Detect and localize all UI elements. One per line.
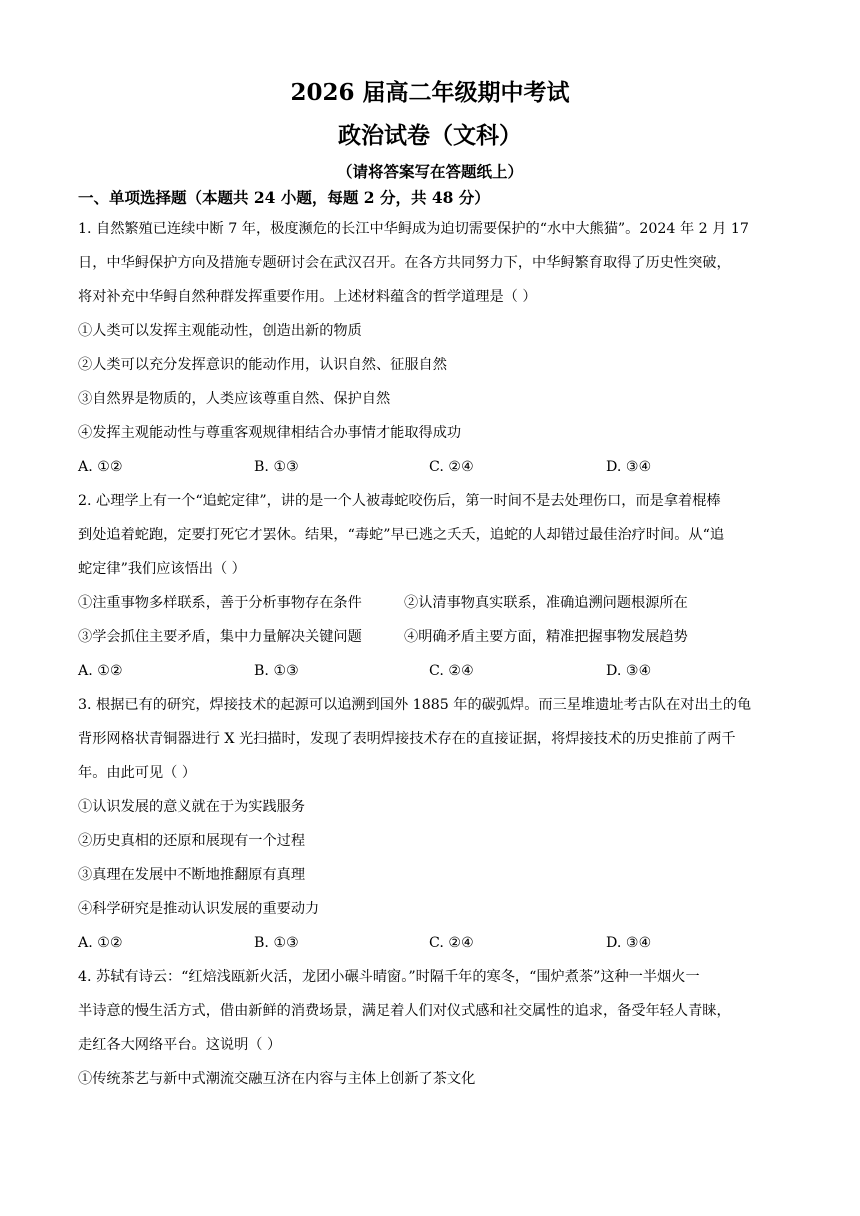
question-3 bbox=[78, 688, 790, 960]
question-stem-line: 背形网格状青铜器进行 X 光扫描时，发现了表明焊接技术存在的直接证据，将焊接技术的历史推前了两千 bbox=[78, 731, 736, 747]
statement-item: ①人类可以发挥主观能动性，创造出新的物质 bbox=[78, 323, 362, 339]
answer-note: （请将答案写在答题纸上） bbox=[336, 162, 523, 181]
answer-options bbox=[78, 654, 790, 688]
answer-options bbox=[78, 450, 790, 484]
statement-item: ④发挥主观能动性与尊重客观规律相结合办事情才能取得成功 bbox=[78, 425, 462, 441]
question-stem-line: 2. 心理学上有一个“追蛇定律”，讲的是一个人被毒蛇咬伤后，第一时间不是去处理伤口，而是拿着棍棒 bbox=[78, 493, 721, 509]
option-a: A. ①② bbox=[78, 935, 123, 951]
option-b: B. ①③ bbox=[254, 459, 299, 475]
statement-item: ③自然界是物质的，人类应该尊重自然、保护自然 bbox=[78, 391, 391, 407]
question-1 bbox=[78, 212, 790, 484]
statement-pair bbox=[78, 620, 790, 654]
statement-item: ②历史真相的还原和展现有一个过程 bbox=[78, 833, 306, 849]
section-heading: 一、单项选择题（本题共 24 小题，每题 2 分，共 48 分） bbox=[78, 188, 490, 207]
option-d: D. ③④ bbox=[606, 935, 652, 951]
statement-item: ①认识发展的意义就在于为实践服务 bbox=[78, 799, 306, 815]
question-stem-line: 走红各大网络平台。这说明（ ） bbox=[78, 1037, 282, 1053]
option-c: C. ②④ bbox=[429, 935, 474, 951]
option-b: B. ①③ bbox=[254, 935, 299, 951]
statement-item: ②认清事物真实联系，准确追溯问题根源所在 bbox=[404, 595, 688, 611]
statement-item: ①传统茶艺与新中式潮流交融互济在内容与主体上创新了茶文化 bbox=[78, 1071, 476, 1087]
option-d: D. ③④ bbox=[606, 459, 652, 475]
question-stem-line: 到处追着蛇跑，定要打死它才罢休。结果，“毒蛇”早已逃之夭夭，追蛇的人却错过最佳治疗时间。从“追 bbox=[78, 527, 725, 543]
question-4 bbox=[78, 960, 790, 1096]
question-stem-line: 1. 自然繁殖已连续中断 7 年，极度濒危的长江中华鲟成为迫切需要保护的“水中大熊猫”。2024 年 2 月 17 bbox=[78, 221, 749, 237]
option-c: C. ②④ bbox=[429, 663, 474, 679]
statement-item: ②人类可以充分发挥意识的能动作用，认识自然、征服自然 bbox=[78, 357, 447, 373]
question-2 bbox=[78, 484, 790, 688]
option-b: B. ①③ bbox=[254, 663, 299, 679]
question-stem-line: 年。由此可见（ ） bbox=[78, 765, 197, 781]
statement-pair bbox=[78, 586, 790, 620]
statement-item: ①注重事物多样联系，善于分析事物存在条件 bbox=[78, 595, 362, 611]
question-list bbox=[78, 212, 790, 1096]
statement-item: ④明确矛盾主要方面，精准把握事物发展趋势 bbox=[404, 629, 688, 645]
option-d: D. ③④ bbox=[606, 663, 652, 679]
question-stem-line: 3. 根据已有的研究，焊接技术的起源可以追溯到国外 1885 年的碳弧焊。而三星堆遗址考古队在对出土的龟 bbox=[78, 697, 752, 713]
question-stem-line: 半诗意的慢生活方式，借由新鲜的消费场景，满足着人们对仪式感和社交属性的追求，备受年轻人青睐， bbox=[78, 1003, 731, 1019]
option-a: A. ①② bbox=[78, 459, 123, 475]
question-stem-line: 蛇定律”我们应该悟出（ ） bbox=[78, 561, 246, 577]
statement-item: ③真理在发展中不断地推翻原有真理 bbox=[78, 867, 306, 883]
exam-title: 2026 届高二年级期中考试 bbox=[290, 79, 570, 106]
option-c: C. ②④ bbox=[429, 459, 474, 475]
question-stem-line: 将对补充中华鲟自然种群发挥重要作用。上述材料蕴含的哲学道理是（ ） bbox=[78, 289, 537, 305]
exam-subject: 政治试卷（文科） bbox=[338, 122, 522, 149]
question-stem-line: 4. 苏轼有诗云：“红焙浅瓯新火活，龙团小碾斗晴窗。”时隔千年的寒冬，“围炉煮茶”这种一半烟火一 bbox=[78, 969, 700, 985]
statement-item: ④科学研究是推动认识发展的重要动力 bbox=[78, 901, 320, 917]
answer-options bbox=[78, 926, 790, 960]
statement-item: ③学会抓住主要矛盾，集中力量解决关键问题 bbox=[78, 629, 362, 645]
option-a: A. ①② bbox=[78, 663, 123, 679]
question-stem-line: 日，中华鲟保护方向及措施专题研讨会在武汉召开。在各方共同努力下，中华鲟繁育取得了历史性突破， bbox=[78, 255, 731, 271]
